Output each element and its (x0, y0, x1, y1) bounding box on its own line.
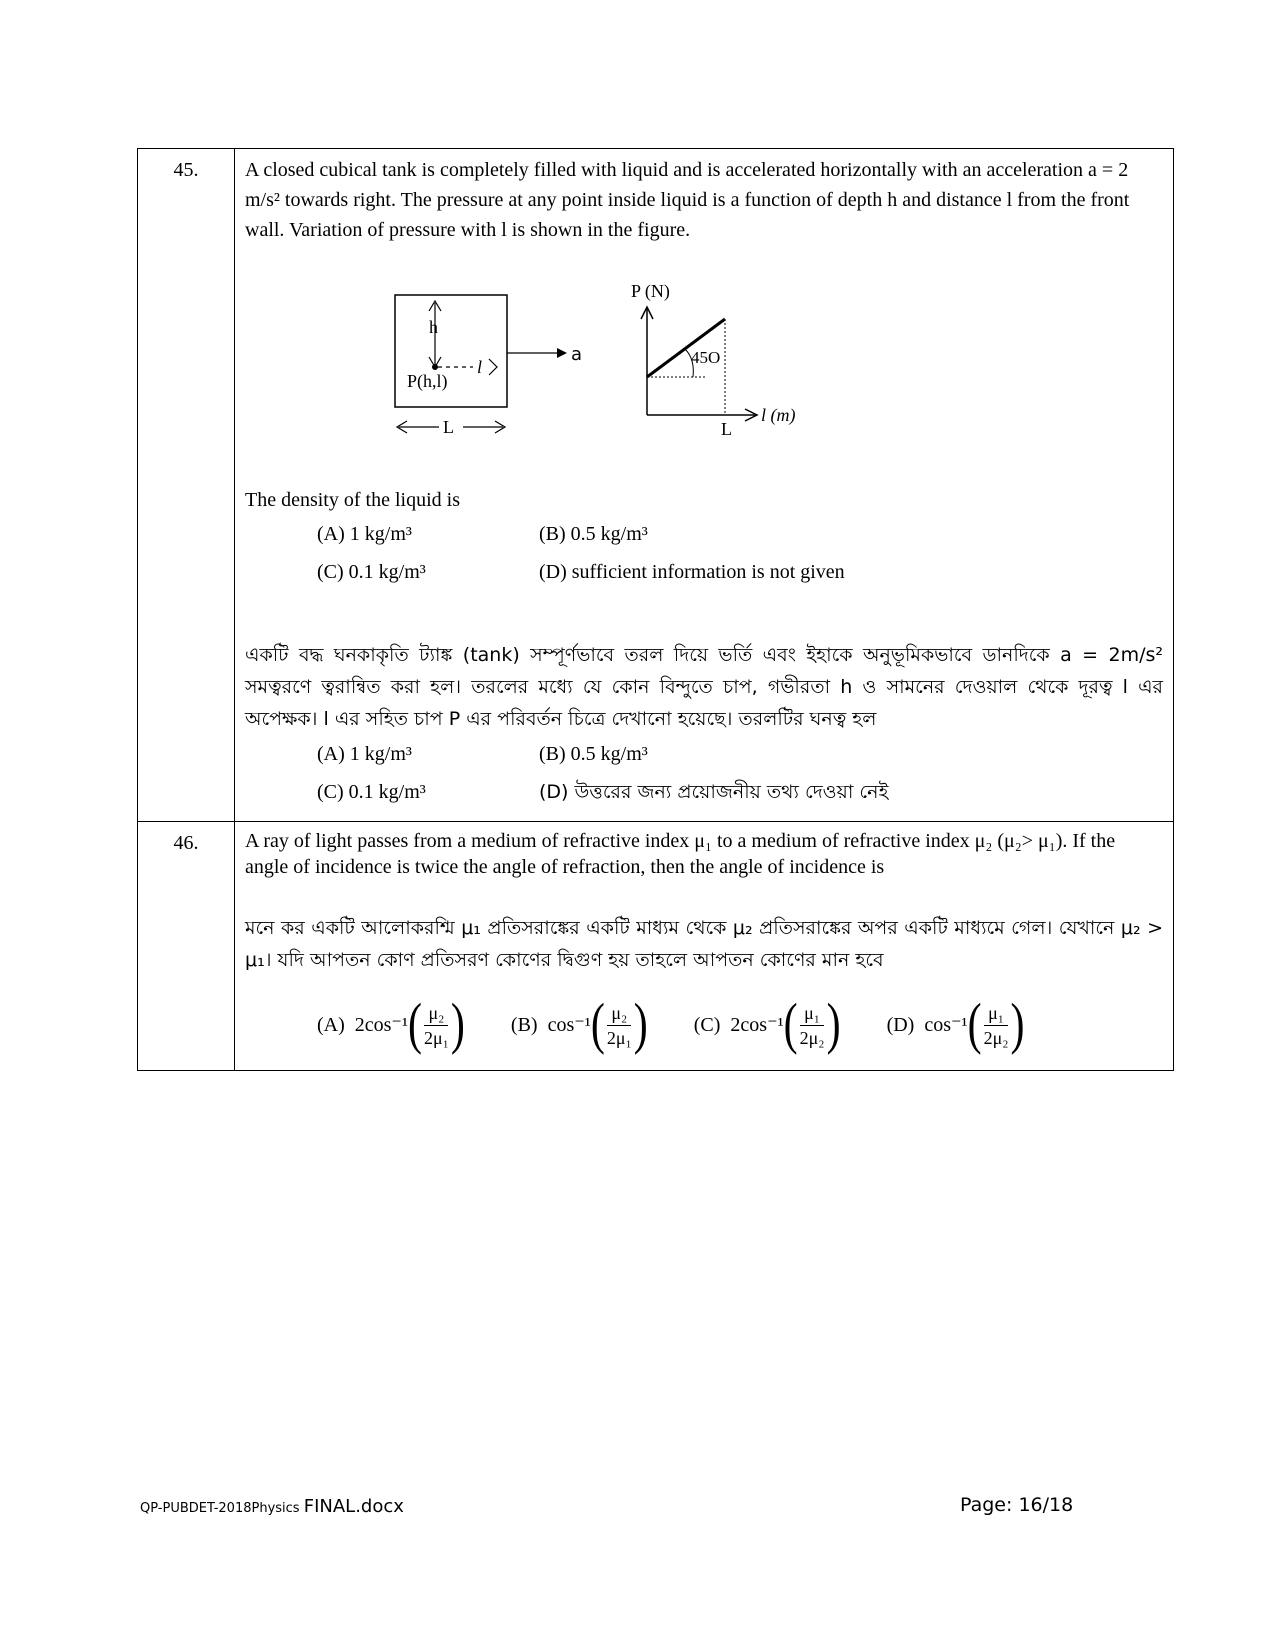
fraction-denominator: 2μ₂ (983, 1027, 1009, 1048)
question-body (235, 822, 1174, 1071)
option-prefix: 2cos⁻¹ (730, 1014, 784, 1036)
question-prompt-en: The density of the liquid is (245, 489, 460, 511)
left-paren: ( (407, 993, 422, 1057)
fraction-denominator: 2μ₁ (423, 1027, 449, 1048)
option-label: (D) (886, 1014, 915, 1036)
bn-option-b: (B) 0.5 kg/m³ (539, 743, 648, 765)
option-label: (B) (510, 1014, 538, 1036)
question-body (235, 149, 1174, 822)
graph-L-label: L (721, 419, 732, 439)
fraction (424, 1001, 449, 1050)
question-number: 45. (138, 149, 235, 822)
left-paren: ( (590, 993, 605, 1057)
option-prefix: cos⁻¹ (547, 1014, 591, 1036)
tank-L-label: L (443, 417, 454, 437)
tank-and-graph-figure (385, 245, 985, 485)
options-row-2 (317, 553, 1163, 591)
question-text-bn: একটি বদ্ধ ঘনকাকৃতি ট্যাঙ্ক (tank) সম্পূর্ণভাবে তরল দিয়ে ভর্তি এবং ইহাকে অনুভূমিকভাবে ডানদিকে a = 2m/s² সমত্বরণে ত্বরান্বিত করা হল। তরলের মধ্যে যে কোন বিন্দুতে চাপ, গভীরতা h ও সামনের দেওয়াল থেকে দূরত্ব l এর অপেক্ষক। l এর সহিত চাপ P এর পরিবর্তন চিত্রে দেখানো হয়েছে। তরলটির ঘনত্ব হল (245, 644, 1163, 730)
fraction-numerator: μ₁ (984, 1001, 1008, 1026)
tank-l-label: l (477, 357, 483, 377)
option-d: (D) sufficient information is not given (539, 561, 845, 583)
question-text-en: A ray of light passes from a medium of refractive index μ₁ to a medium of refractive index μ₂ (μ₂> μ₁). If the angle of incidence is twice the angle of refraction, then the angle of incidence is (245, 830, 1116, 878)
tank-a-label: a (571, 344, 583, 365)
right-paren: ) (633, 993, 648, 1057)
bn-option-d: (D) উত্তরের জন্য প্রয়োজনীয় তথ্য দেওয়া নেই (539, 781, 889, 803)
figure (245, 245, 1163, 485)
bn-option-a: (A) 1 kg/m³ (317, 743, 412, 765)
bn-option-c: (C) 0.1 kg/m³ (317, 781, 426, 803)
right-paren: ) (450, 993, 465, 1057)
tank-h-label: h (429, 317, 438, 337)
footer-filename (140, 1496, 404, 1517)
question-text-en: A closed cubical tank is completely filled with liquid and is accelerated horizontally with an acceleration a = 2 m/s² towards right. The pressure at any point inside liquid is a function of depth h and distance l from the front wall. Variation of pressure with l is shown in the figure. (245, 159, 1130, 241)
question-row-46 (138, 822, 1174, 1071)
l-arrowhead (489, 359, 497, 375)
fraction-numerator: μ₂ (607, 1001, 631, 1026)
option-prefix: cos⁻¹ (924, 1014, 968, 1036)
graph-y-label: P (N) (631, 281, 670, 301)
math-option-a (317, 993, 465, 1057)
bn-options-row-1 (317, 735, 1163, 773)
fraction-numerator: μ₂ (424, 1001, 448, 1026)
accel-arrowhead (557, 348, 567, 358)
options-row-1 (317, 515, 1163, 553)
question-text-bn: মনে কর একটি আলোকরশ্মি μ₁ প্রতিসরাঙ্কের একটি মাধ্যম থেকে μ₂ প্রতিসরাঙ্কের অপর একটি মাধ্যমে গেল। যেখানে μ₂ > μ₁। যদি আপতন কোণ প্রতিসরণ কোণের দ্বিগুণ হয় তাহলে আপতন কোণের মান হবে (245, 917, 1163, 971)
math-option-d (886, 993, 1025, 1057)
tank-point-label: P(h,l) (407, 371, 448, 391)
math-option-c (693, 993, 841, 1057)
option-c: (C) 0.1 kg/m³ (317, 561, 426, 583)
footer-filename-big: FINAL.docx (303, 1496, 404, 1517)
bn-options-row-2 (317, 773, 1163, 811)
option-label: (A) (317, 1014, 345, 1036)
option-b: (B) 0.5 kg/m³ (539, 523, 648, 545)
fraction-denominator: 2μ₂ (799, 1027, 825, 1048)
graph-angle-label: 45O (691, 348, 721, 367)
right-paren: ) (1010, 993, 1025, 1057)
footer-filename-small: QP-PUBDET-2018Physics (140, 1501, 300, 1516)
fraction-denominator: 2μ₁ (606, 1027, 632, 1048)
left-paren: ( (783, 993, 798, 1057)
point-p (432, 364, 438, 370)
math-option-b (510, 993, 648, 1057)
graph-x-label: l (m) (761, 405, 796, 425)
option-a: (A) 1 kg/m³ (317, 523, 412, 545)
option-label: (C) (693, 1014, 721, 1036)
fraction-numerator: μ₁ (800, 1001, 824, 1026)
fraction (607, 1001, 632, 1050)
math-options (317, 990, 1163, 1060)
question-table (137, 148, 1174, 1071)
question-number: 46. (138, 822, 235, 1071)
fraction (800, 1001, 825, 1050)
fraction (984, 1001, 1009, 1050)
question-row-45 (138, 149, 1174, 822)
footer-page-number: Page: 16/18 (960, 1494, 1074, 1516)
right-paren: ) (826, 993, 841, 1057)
option-prefix: 2cos⁻¹ (354, 1014, 408, 1036)
left-paren: ( (967, 993, 982, 1057)
